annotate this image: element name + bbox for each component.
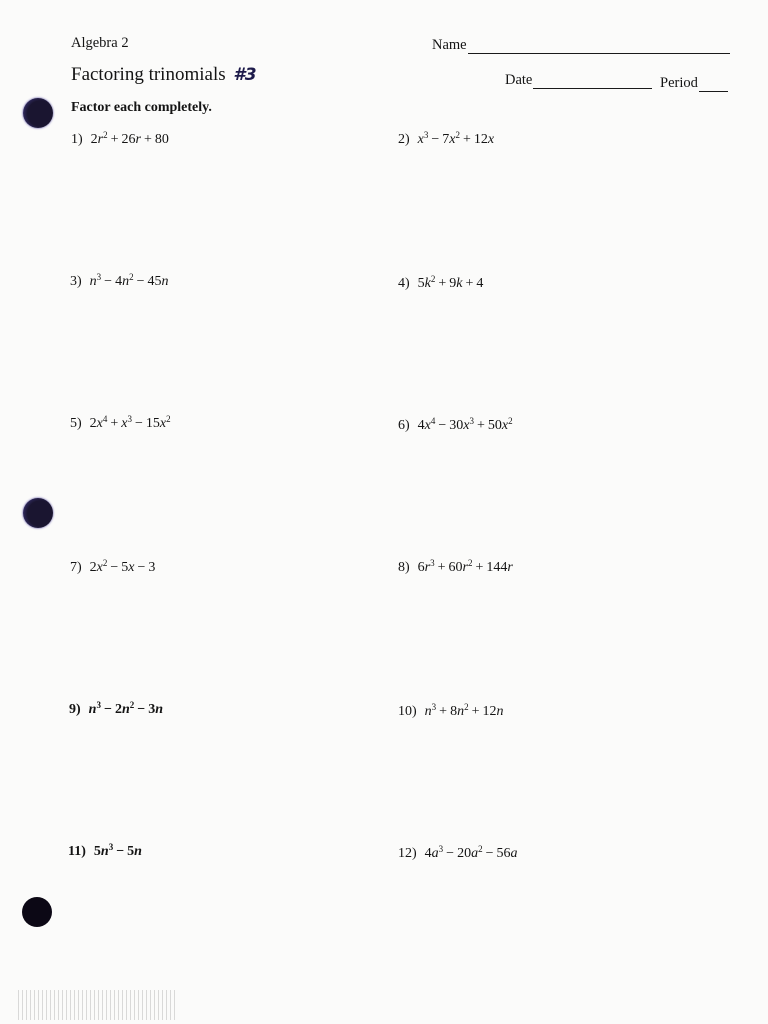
coefficient: 5 bbox=[417, 276, 425, 291]
variable: r bbox=[97, 132, 104, 147]
name-blank[interactable] bbox=[468, 39, 730, 54]
coefficient: 12 bbox=[482, 704, 497, 719]
variable: x bbox=[159, 416, 167, 431]
operator: − bbox=[438, 418, 447, 433]
exponent: 2 bbox=[430, 274, 436, 284]
date-blank[interactable] bbox=[533, 74, 652, 89]
coefficient: 60 bbox=[448, 560, 463, 575]
variable: k bbox=[456, 276, 463, 291]
operator: + bbox=[471, 704, 480, 719]
coefficient: 26 bbox=[121, 132, 136, 147]
period-blank[interactable] bbox=[699, 77, 728, 92]
problem-number: 10) bbox=[398, 704, 417, 719]
coefficient: 30 bbox=[449, 418, 464, 433]
variable: r bbox=[462, 560, 468, 575]
exponent: 3 bbox=[469, 416, 475, 426]
variable: a bbox=[510, 846, 518, 861]
problem-11 bbox=[68, 844, 142, 860]
coefficient: 4 bbox=[417, 418, 425, 433]
date-label: Date bbox=[505, 72, 533, 88]
problem-5 bbox=[70, 416, 171, 432]
coefficient: 6 bbox=[417, 560, 425, 575]
instructions: Factor each completely. bbox=[71, 100, 212, 115]
variable: a bbox=[471, 846, 479, 861]
operator: + bbox=[437, 560, 446, 575]
name-label: Name bbox=[432, 37, 467, 53]
operator: − bbox=[104, 274, 113, 289]
operator: + bbox=[477, 418, 485, 433]
title-text: Factoring trinomials bbox=[71, 64, 226, 85]
operator: + bbox=[110, 132, 119, 147]
coefficient: 4 bbox=[115, 274, 123, 289]
coefficient: 45 bbox=[147, 274, 162, 289]
coefficient: 4 bbox=[476, 276, 484, 291]
operator: − bbox=[446, 846, 455, 861]
problem-3 bbox=[70, 274, 168, 290]
exponent: 3 bbox=[438, 844, 444, 854]
problem-number: 1) bbox=[71, 132, 83, 147]
operator: − bbox=[116, 844, 125, 859]
coefficient: 12 bbox=[473, 132, 488, 147]
worksheet-title bbox=[71, 64, 256, 86]
problem-number: 7) bbox=[70, 560, 82, 575]
variable: n bbox=[134, 844, 142, 859]
coefficient: 144 bbox=[486, 560, 508, 575]
variable: n bbox=[424, 704, 432, 719]
problem-4 bbox=[398, 276, 483, 292]
operator: + bbox=[438, 276, 447, 291]
variable: x bbox=[121, 416, 128, 431]
operator: − bbox=[485, 846, 494, 861]
variable: x bbox=[96, 416, 103, 431]
handwritten-number: #3 bbox=[233, 65, 257, 85]
operator: − bbox=[431, 132, 440, 147]
problem-8 bbox=[398, 560, 513, 576]
course-label: Algebra 2 bbox=[71, 35, 129, 51]
operator: − bbox=[136, 274, 145, 289]
variable: n bbox=[161, 274, 169, 289]
operator: + bbox=[439, 704, 448, 719]
exponent: 2 bbox=[467, 558, 473, 568]
exponent: 4 bbox=[430, 416, 436, 426]
problem-10 bbox=[398, 704, 503, 720]
coefficient: 8 bbox=[450, 704, 458, 719]
operator: − bbox=[110, 560, 119, 575]
problem-6 bbox=[398, 418, 513, 434]
coefficient: 5 bbox=[121, 560, 129, 575]
exponent: 2 bbox=[102, 558, 108, 568]
exponent: 3 bbox=[431, 702, 437, 712]
exponent: 2 bbox=[455, 130, 461, 140]
coefficient: 80 bbox=[154, 132, 169, 147]
problem-9 bbox=[69, 702, 163, 718]
coefficient: 5 bbox=[93, 844, 101, 859]
coefficient: 2 bbox=[114, 702, 122, 717]
operator: − bbox=[103, 702, 112, 717]
period-field[interactable] bbox=[660, 75, 728, 92]
problem-number: 9) bbox=[69, 702, 81, 717]
variable: n bbox=[155, 702, 164, 717]
problem-number: 11) bbox=[68, 844, 86, 859]
variable: n bbox=[89, 274, 97, 289]
operator: + bbox=[143, 132, 152, 147]
problem-number: 5) bbox=[70, 416, 82, 431]
variable: n bbox=[88, 702, 97, 717]
variable: n bbox=[457, 704, 465, 719]
exponent: 4 bbox=[102, 414, 108, 424]
exponent: 2 bbox=[129, 272, 134, 282]
problem-7 bbox=[70, 560, 155, 576]
period-label: Period bbox=[660, 75, 698, 91]
variable: x bbox=[128, 560, 135, 575]
operator: + bbox=[465, 276, 474, 291]
name-field[interactable] bbox=[432, 37, 730, 54]
variable: x bbox=[417, 132, 424, 147]
variable: x bbox=[487, 132, 495, 147]
exponent: 2 bbox=[166, 414, 171, 424]
variable: x bbox=[424, 418, 431, 433]
operator: − bbox=[137, 702, 146, 717]
variable: r bbox=[424, 560, 431, 575]
variable: x bbox=[463, 418, 470, 433]
variable: a bbox=[431, 846, 439, 861]
punch-hole-bottom bbox=[22, 897, 52, 927]
variable: x bbox=[501, 418, 509, 433]
variable: n bbox=[121, 702, 130, 717]
exponent: 2 bbox=[103, 130, 108, 140]
exponent: 2 bbox=[464, 702, 469, 712]
coefficient: 20 bbox=[457, 846, 472, 861]
coefficient: 56 bbox=[496, 846, 511, 861]
exponent: 2 bbox=[129, 700, 135, 710]
exponent: 2 bbox=[508, 416, 513, 426]
coefficient: 2 bbox=[89, 416, 97, 431]
problem-number: 6) bbox=[398, 418, 410, 433]
variable: n bbox=[122, 274, 130, 289]
coefficient: 3 bbox=[148, 702, 156, 717]
coefficient: 5 bbox=[127, 844, 135, 859]
problem-12 bbox=[398, 846, 517, 862]
exponent: 3 bbox=[96, 700, 101, 710]
problem-number: 2) bbox=[398, 132, 410, 147]
problem-2 bbox=[398, 132, 494, 148]
problem-1 bbox=[71, 132, 169, 148]
problem-number: 3) bbox=[70, 274, 82, 289]
operator: + bbox=[463, 132, 471, 147]
coefficient: 3 bbox=[148, 560, 156, 575]
variable: x bbox=[449, 132, 456, 147]
operator: − bbox=[137, 560, 146, 575]
punch-hole-top bbox=[23, 98, 53, 128]
variable: k bbox=[424, 276, 431, 291]
exponent: 3 bbox=[127, 414, 133, 424]
coefficient: 2 bbox=[89, 560, 97, 575]
scan-smudge bbox=[18, 990, 178, 1020]
exponent: 2 bbox=[478, 844, 483, 854]
operator: + bbox=[475, 560, 484, 575]
exponent: 3 bbox=[108, 842, 114, 852]
operator: + bbox=[110, 416, 119, 431]
problem-number: 12) bbox=[398, 846, 417, 861]
variable: x bbox=[96, 560, 103, 575]
exponent: 3 bbox=[430, 558, 435, 568]
punch-hole-middle bbox=[23, 498, 53, 528]
coefficient: 2 bbox=[90, 132, 98, 147]
coefficient: 15 bbox=[145, 416, 160, 431]
problem-number: 4) bbox=[398, 276, 410, 291]
coefficient: 4 bbox=[424, 846, 432, 861]
variable: r bbox=[507, 560, 513, 575]
operator: − bbox=[135, 416, 143, 431]
coefficient: 9 bbox=[449, 276, 457, 291]
exponent: 3 bbox=[423, 130, 429, 140]
coefficient: 7 bbox=[442, 132, 450, 147]
problem-number: 8) bbox=[398, 560, 410, 575]
coefficient: 50 bbox=[487, 418, 502, 433]
date-field[interactable] bbox=[505, 72, 652, 89]
variable: n bbox=[100, 844, 109, 859]
variable: r bbox=[135, 132, 141, 147]
variable: n bbox=[496, 704, 504, 719]
exponent: 3 bbox=[96, 272, 102, 282]
